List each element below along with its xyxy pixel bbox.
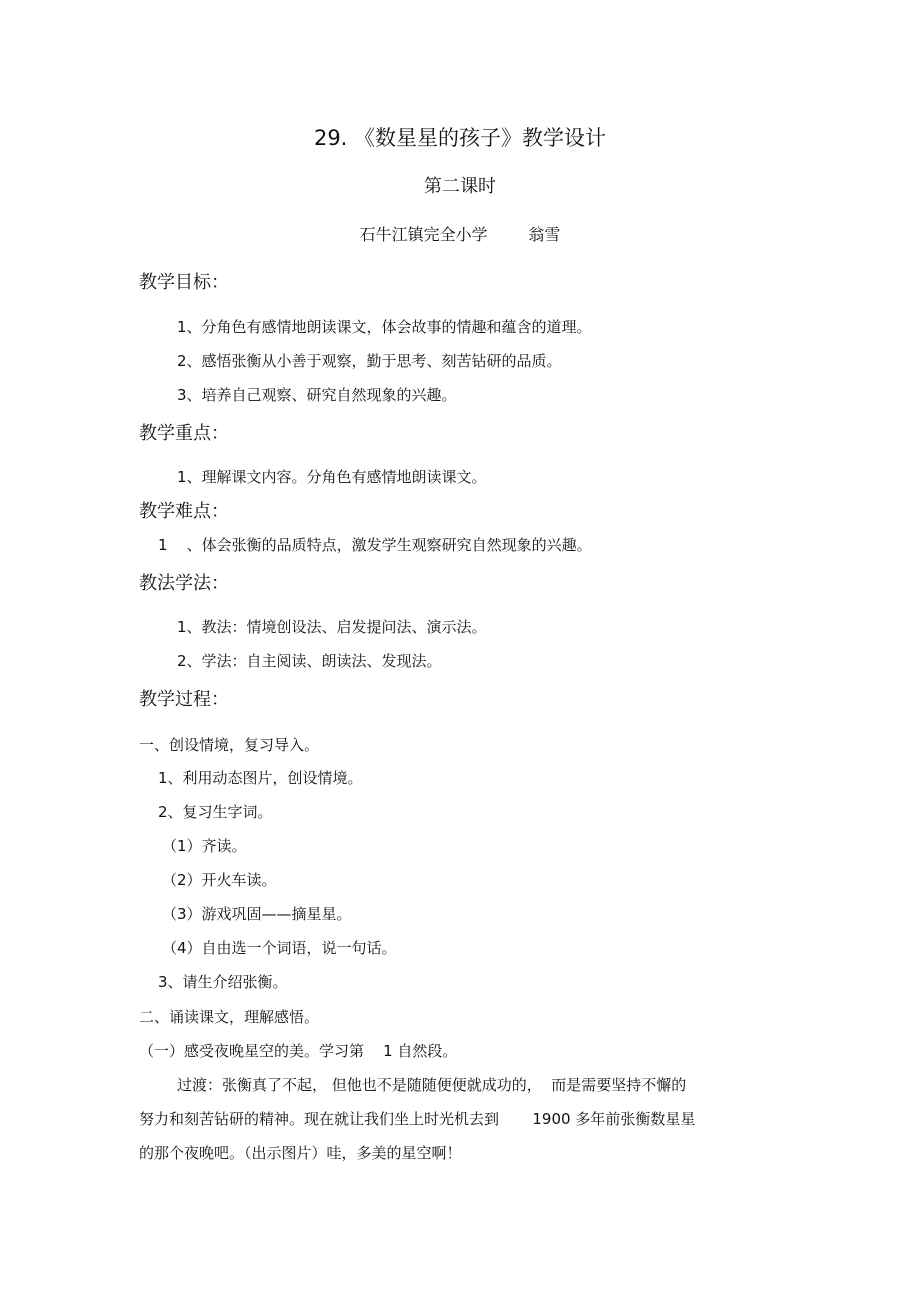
process-line: （一）感受夜晚星空的美。学习第 1 自然段。: [139, 1042, 458, 1060]
section-heading-goals: 教学目标：: [139, 272, 229, 293]
goal-item: 3、培养自己观察、研究自然现象的兴趣。: [177, 386, 457, 404]
paragraph-line: 的那个夜晚吧。（出示图片）哇，多美的星空啊！: [139, 1144, 462, 1162]
author-line: 石牛江镇完全小学 翁雪: [359, 225, 561, 244]
process-line: 1、利用动态图片，创设情境。: [158, 769, 363, 787]
process-line: （3）游戏巩固——摘星星。: [162, 905, 352, 923]
goal-item: 2、感悟张衡从小善于观察，勤于思考、刻苦钻研的品质。: [177, 352, 562, 370]
process-line: 一、创设情境，复习导入。: [139, 736, 320, 754]
document-subtitle: 第二课时: [424, 176, 496, 197]
process-line: 3、请生介绍张衡。: [158, 973, 288, 991]
process-line: （1）齐读。: [162, 837, 247, 855]
paragraph-line: 过渡：张衡真了不起， 但他也不是随随便便就成功的， 而是需要坚持不懈的: [177, 1076, 687, 1094]
difficulty-item: 1 、体会张衡的品质特点，激发学生观察研究自然现象的兴趣。: [158, 536, 592, 554]
section-heading-difficulties: 教学难点：: [139, 501, 229, 522]
process-line: （2）开火车读。: [162, 871, 277, 889]
method-item: 1、教法：情境创设法、启发提问法、演示法。: [177, 618, 487, 636]
paragraph-line: 努力和刻苦钻研的精神。现在就让我们坐上时光机去到 1900 多年前张衡数星星: [139, 1110, 696, 1128]
process-line: 二、诵读课文，理解感悟。: [139, 1008, 320, 1026]
goal-item: 1、分角色有感情地朗读课文，体会故事的情趣和蕴含的道理。: [177, 318, 592, 336]
document-title: 29. 《数星星的孩子》教学设计: [313, 126, 607, 150]
section-heading-methods: 教法学法：: [139, 573, 229, 594]
process-line: 2、复习生字词。: [158, 803, 273, 821]
section-heading-process: 教学过程：: [139, 689, 229, 710]
process-line: （4）自由选一个词语，说一句话。: [162, 939, 397, 957]
key-point-item: 1、理解课文内容。分角色有感情地朗读课文。: [177, 468, 487, 486]
method-item: 2、学法：自主阅读、朗读法、发现法。: [177, 652, 442, 670]
section-heading-key-points: 教学重点：: [139, 423, 229, 444]
